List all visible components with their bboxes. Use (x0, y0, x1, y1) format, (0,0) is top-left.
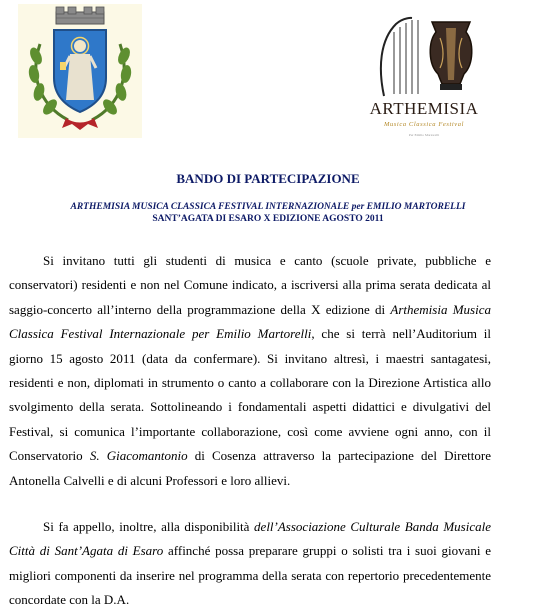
paragraph-1-festival-name: Arthemisia Musica Classica Festival Internazionale per Emilio Martorelli (9, 301, 491, 342)
arthemisia-logo (356, 8, 492, 148)
paragraph-2 (9, 515, 491, 613)
festival-subtitle: ARTHEMISIA MUSICA CLASSICA FESTIVAL INTERNAZIONALE per EMILIO MARTORELLI (70, 202, 466, 212)
paragraph-2-association-name: dell’Associazione Culturale Banda Musicale Città di Sant’Agata di Esaro (9, 519, 491, 559)
arthemisia-wordmark: ARTHEMISIA (369, 99, 479, 118)
paragraph-2-text-a: Si fa appello, inoltre, alla disponibilità (43, 519, 255, 534)
paragraph-1-text-a: Si invitano tutti gli studenti di musica e canto (scuole private, pubbliche e conservatori) residenti e non nel Comune indicato, a iscriversi alla prima serata dedicata al saggio-concerto all’interno della programmazione della X edizione di (9, 253, 491, 317)
lyre-icon (356, 8, 492, 100)
arthemisia-tagline: Musica Classica Festival (383, 121, 465, 128)
municipal-coat-of-arms (18, 4, 142, 138)
paragraph-1-conservatory-name: S. Giacomantonio (89, 448, 188, 464)
paragraph-1 (9, 249, 491, 493)
edition-subtitle: SANT’AGATA DI ESARO X EDIZIONE AGOSTO 2011 (152, 214, 384, 224)
arthemisia-small-text: Per Emilio Martorelli (408, 133, 440, 137)
paragraph-1-text-c: di Cosenza attraverso la partecipazione del Direttore Antonella Calvelli e di alcuni Professori e loro allievi. (9, 448, 491, 488)
document-title: BANDO DI PARTECIPAZIONE (176, 171, 360, 186)
coat-of-arms-icon (18, 4, 142, 138)
paragraph-2-text-b: affinché possa preparare gruppi o solisti tra i suoi giovani e migliori componenti da inserire nel programma della serata con repertorio precedentemente concordate con la D.A. (9, 543, 491, 608)
paragraph-1-text-b: , che si terrà nell’Auditorium il giorno 15 agosto 2011 (data da confermare). Si invitano altresì, i maestri santagatesi, residenti e non, diplomati in strumento o canto a collaborare con la Direzione Artistica allo svolgimento della serata. Sottolineando i fondamentali aspetti didattici e divulgativi del Festival, si comunica l’importante collaborazione, così come avviene ogni anno, con il Conservatorio (9, 326, 491, 464)
